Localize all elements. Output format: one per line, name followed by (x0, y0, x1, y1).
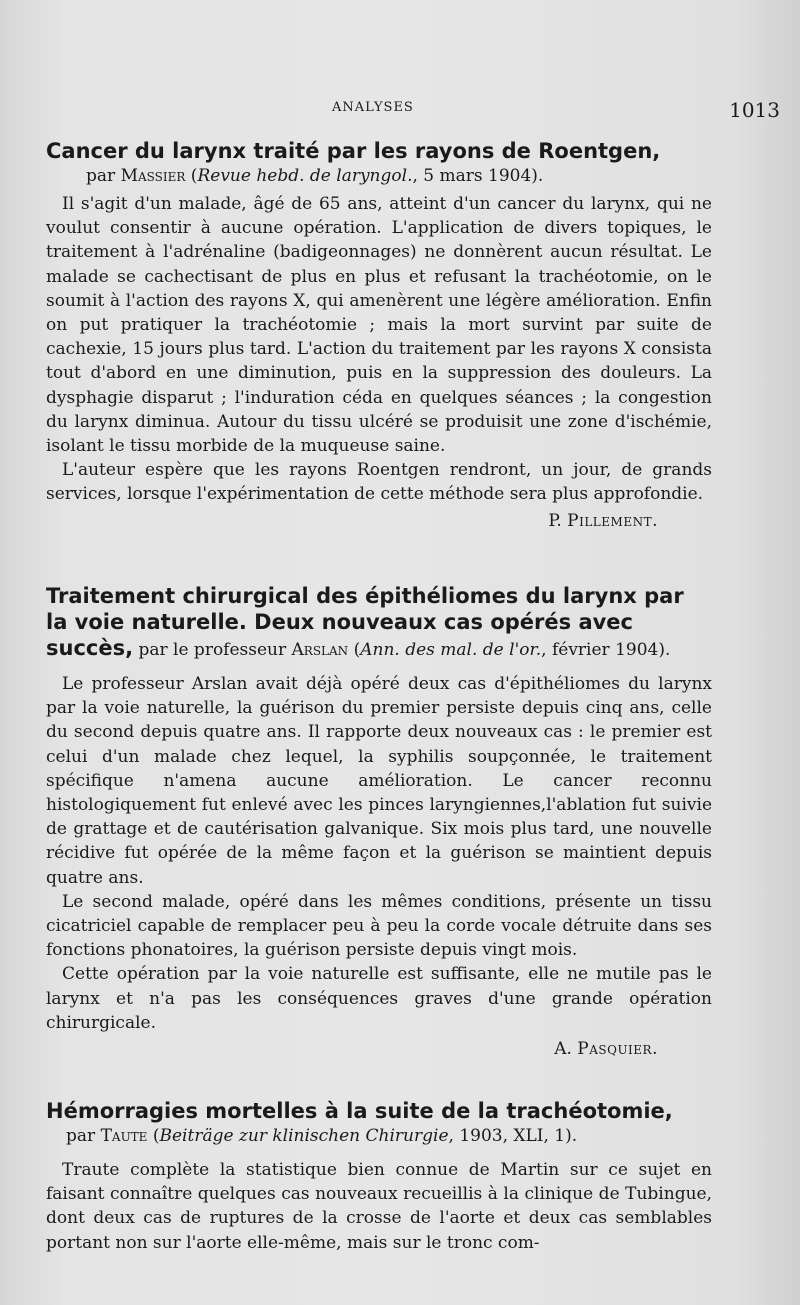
article-cancer-larynx (46, 138, 712, 533)
paragraph: Le professeur Arslan avait déjà opéré deux cas d'épithéliomes du larynx par la voie naturelle, la guérison du premier persiste depuis cinq ans, celle du second depuis quatre ans. Il rapporte deux nouveaux cas : le premier est celui d'un malade chez lequel, la syphilis soupçonnée, le traitement spécifique n'amena aucune amélioration. Le cancer reconnu histologiquement fut enlevé avec les pinces laryngiennes,l'ablation fut suivie de grattage et de cautérisation galvanique. Six mois plus tard, une nouvelle récidive fut opérée de la même façon et la guérison se maintient depuis quatre ans. (46, 674, 712, 888)
article-title: Hémorragies mortelles à la suite de la trachéotomie, (46, 1099, 673, 1123)
running-head (0, 98, 800, 126)
article-title: Traitement chirurgical des épithéliomes du larynx par la voie naturelle. Deux nouveaux cas opérés avec succès, (46, 584, 684, 660)
article-heading: Traitement chirurgical des épithéliomes du larynx par la voie naturelle. Deux nouveaux cas opérés avec succès, par le professeur Arslan (Ann. des mal. de l'or., février 1904). (46, 584, 684, 660)
article-epitheliomes (46, 584, 712, 1061)
article-signature: A. Pasquier. (554, 1039, 658, 1060)
journal-name: Beiträge zur klinischen Chirurgie (159, 1126, 449, 1146)
article-signature: P. Pillement. (548, 510, 658, 531)
running-head-title: ANALYSES (332, 100, 414, 115)
article-title: Cancer du larynx traité par les rayons de Roentgen, (46, 139, 661, 163)
journal-name: Revue hebd. de laryngol. (197, 166, 413, 186)
author-name: Taute (100, 1126, 148, 1146)
journal-name: Ann. des mal. de l'or. (360, 640, 542, 660)
author-name: Arslan (291, 640, 349, 660)
article-byline: par Taute (Beiträge zur klinischen Chirurgie, 1903, XLI, 1). (66, 1126, 578, 1146)
paragraph: Traute complète la statistique bien connue de Martin sur ce sujet en faisant connaître quelques cas nouveaux recueillis à la clinique de Tubingue, dont deux cas de ruptures de la crosse de l'aorte et deux cas semblables portant non sur l'aorte elle-même, mais sur le tronc com- (46, 1160, 712, 1253)
author-name: Massier (120, 166, 186, 186)
article-byline: par Massier (Revue hebd. de laryngol., 5 mars 1904). (86, 166, 544, 186)
article-hemorragies (46, 1098, 712, 1255)
paragraph: Cette opération par la voie naturelle est suffisante, elle ne mutile pas le larynx et n'a pas les conséquences graves d'une grande opération chirurgicale. (46, 964, 712, 1033)
paragraph: L'auteur espère que les rayons Roentgen rendront, un jour, de grands services, lorsque l'expérimentation de cette méthode sera plus approfondie. (46, 460, 712, 505)
page-number: 1013 (729, 98, 780, 122)
paragraph: Le second malade, opéré dans les mêmes conditions, présente un tissu cicatriciel capable de remplacer peu à peu la corde vocale détruite dans ses fonctions phonatoires, la guérison persiste depuis vingt mois. (46, 891, 712, 961)
paragraph: Il s'agit d'un malade, âgé de 65 ans, atteint d'un cancer du larynx, qui ne voulut consentir à aucune opération. L'application de divers topiques, le traitement à l'adrénaline (badigeonnages) ne donnèrent aucun résultat. Le malade se cachectisant de plus en plus et refusant la trachéotomie, on le soumit à l'action des rayons X, qui amenèrent une légère amélioration. Enfin on put pratiquer la trachéotomie ; mais la mort survint par suite de cachexie, 15 jours plus tard. L'action du traitement par les rayons X consista tout d'abord en une diminution, puis en la suppression des douleurs. La dysphagie disparut ; l'induration céda en quelques séances ; la congestion du larynx diminua. Autour du tissu ulcéré se produisit une zone d'ischémie, isolant le tissu morbide de la muqueuse saine. (46, 194, 712, 457)
